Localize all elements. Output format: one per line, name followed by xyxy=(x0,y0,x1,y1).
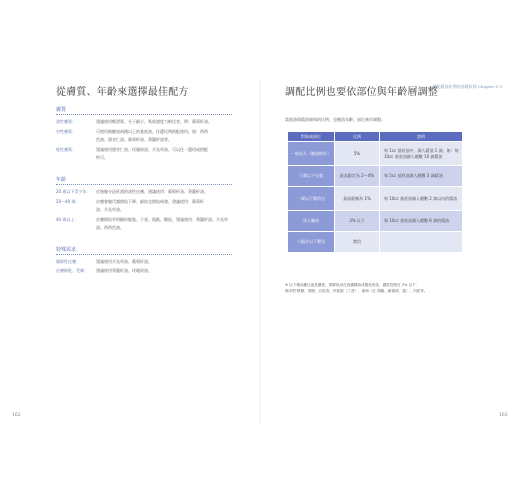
row-desc: 每 10cc 基底油調入總數 2 滴以內的精油 xyxy=(380,187,462,210)
item-text: 芭油、甜杏仁油、葡萄籽油、葵籠籽油等。 xyxy=(96,137,172,142)
table-row xyxy=(288,142,462,165)
row-target: 六個月以下嬰兒 xyxy=(288,232,334,252)
row-target: 成人臉部 xyxy=(288,211,334,231)
footnote-1: ※ 以下精油應注意其濃度，需降低用在高濃精油或避免的話，濃度控制在 2% 以下： xyxy=(285,283,420,287)
table-row xyxy=(288,232,462,252)
header-ratio: 比例 xyxy=(335,132,379,141)
header-desc: 說明 xyxy=(380,132,462,141)
item-key: 中性膚質： xyxy=(56,129,76,134)
item-text: 特可。 xyxy=(96,155,108,160)
item-text: 建議使用月見草油、葡萄籽油。 xyxy=(96,259,152,264)
row-ratio: 5% xyxy=(335,142,379,165)
item-text: 建議使用甜杏仁油、玫瑰果油、月見草油，可以任一選用或搭配 xyxy=(96,147,208,152)
section-heading-skin: 膚質 xyxy=(56,107,67,113)
row-desc: 每 10cc 基底油調入總數 6 滴的精油 xyxy=(380,211,462,231)
page-number-right: 163 xyxy=(499,413,508,418)
section-divider xyxy=(56,114,232,115)
table-row xyxy=(288,166,462,186)
row-ratio: 3% 以下 xyxy=(335,211,379,231)
section-divider xyxy=(56,254,232,255)
item-key: 油性膚質： xyxy=(56,119,76,124)
row-ratio: 最高限制為 1% xyxy=(335,187,379,210)
header-target: 對象或部位 xyxy=(288,132,334,141)
footnote-2: 佛手柑·檸檬、茶樹、百里香、肉桂類（丁香）、薄荷（紅·胡椒、歐薄荷、薑）、肉桂等。 xyxy=(285,289,428,293)
item-key: 20～40 歲： xyxy=(56,199,80,204)
row-desc: 每 1cc 基底油中，調入精油 1 滴，如：每 10cc 基底油調入總數 10 滴精油 xyxy=(380,142,462,165)
item-key: 乾性膚質： xyxy=(56,147,76,152)
table-header xyxy=(288,132,462,141)
row-ratio: 最高限定為 2～4% xyxy=(335,166,379,186)
right-page-intro: 當從油與精油調和的比例，也應依年齡、部位來作調整。 xyxy=(285,117,385,122)
row-target: 一歲以下嬰幼兒 xyxy=(288,187,334,210)
item-text: 皮膚會隨代謝開始下降，細紋也開始萌發，建議使用：葡萄籽 xyxy=(96,199,204,204)
section-divider xyxy=(56,184,232,185)
item-text: 油、荷荷芭油。 xyxy=(96,225,124,230)
item-text: 皮膚開始有明顯的鬆弛、下垂、斑點、皺紋，建議使用：葵籠籽油、月見草 xyxy=(96,217,228,222)
gutter xyxy=(259,80,261,425)
item-text: 建議使用輕滑質、分子細小、吸收速度力較佳者，例：葡萄籽油。 xyxy=(96,119,212,124)
section-heading-age: 年齡 xyxy=(56,177,67,183)
item-key: 20 歲以下青少年： xyxy=(56,189,91,194)
row-desc xyxy=(380,232,462,252)
section-heading-special: 特殊需求 xyxy=(56,247,77,253)
row-desc: 每 5cc 基底油調入總數 3 滴精油 xyxy=(380,166,462,186)
left-page-title: 從膚質、年齡來選擇最佳配方 xyxy=(56,87,189,98)
page-number-left: 162 xyxy=(12,413,21,418)
table-row xyxy=(288,211,462,231)
row-target: 六歲以下兒童 xyxy=(288,166,334,186)
running-head: 調配精油比例的基礎原則 Chapter 5-3 xyxy=(432,84,502,89)
row-ratio: 禁用 xyxy=(335,232,379,252)
item-key: 40 歲以上： xyxy=(56,217,79,222)
item-key: 調節性皮膚： xyxy=(56,259,80,264)
row-target: 一般成人（臉部除外） xyxy=(288,142,334,165)
right-page-title: 調配比例也要依部位與年齡層調整 xyxy=(285,87,438,98)
item-key: 皮膚極乾、受刺： xyxy=(56,268,88,273)
item-text: 皮脂腺分泌旺盛的油性皮膚，建議使用：葡萄籽油、葵籠籽油。 xyxy=(96,189,208,194)
item-text: 油、月見草油。 xyxy=(96,207,124,212)
table-row xyxy=(288,187,462,210)
item-text: 建議使用葵籠籽油、玫瑰果油。 xyxy=(96,268,152,273)
item-text: 可使用被醒或兩種以上的基底油，任選比例搭配使用，如：荷荷 xyxy=(96,129,208,134)
